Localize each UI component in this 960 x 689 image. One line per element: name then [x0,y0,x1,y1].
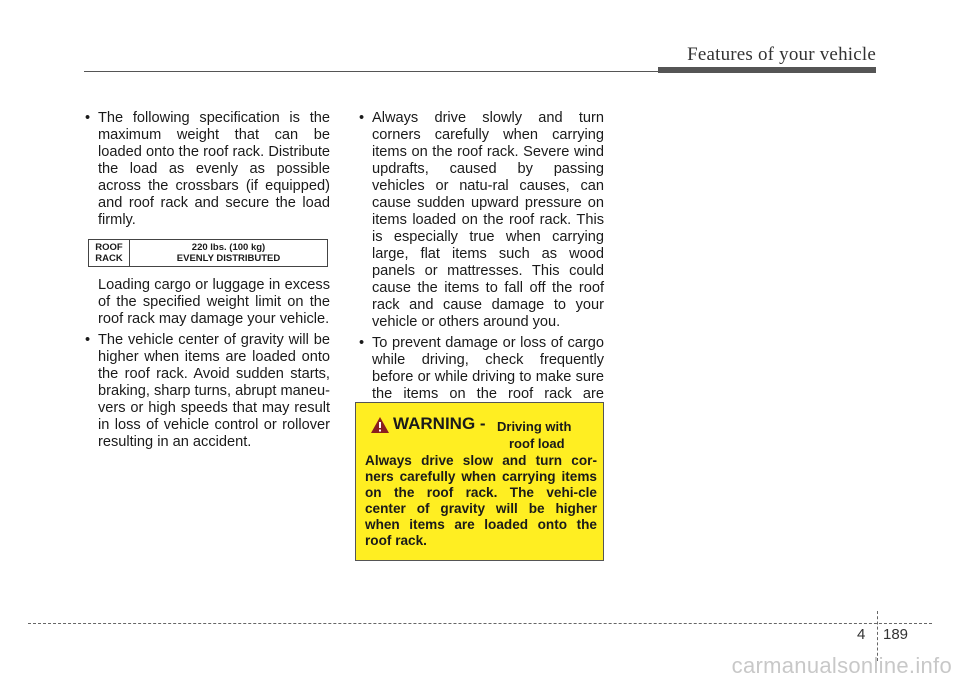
bullet-glyph: • [85,110,91,126]
spec-value-line1: 220 lbs. (100 kg) [191,242,266,253]
bullet-glyph: • [359,335,365,351]
spec-label-cell [89,240,130,267]
spec-label-line1: ROOF [95,242,123,253]
warning-box [355,402,604,561]
roof-rack-spec-table [88,239,328,267]
list-item [80,332,330,451]
warning-topic [497,418,597,452]
warning-triangle-icon [370,416,390,434]
page-number: 189 [883,626,909,643]
footer-rule [28,623,932,624]
warning-label: WARNING - [393,414,486,433]
table-row [89,240,328,267]
bullet-text: Always drive slowly and turn corners carefully when carrying items on the roof rack. Severe wind updrafts, caused by passing vehicles or natu-ral causes, can cause sudden upward pressure on items loaded on the roof rack. This is especially true when carrying large, flat items such as wood panels or mattresses. This could cause the items to fall off the roof rack and cause damage to your vehicle or others around you. [372,110,604,330]
bullet-text: The vehicle center of gravity will be higher when items are loaded onto the roof rack. Avoid sudden starts, braking, sharp turns, abrupt maneu-vers or high speeds that may result in loss of vehicle control or rollover resulting in an accident. [98,332,331,450]
bullet-text: To prevent damage or loss of cargo while driving, check frequently before or while driving to make sure the items on the roof rack are [372,335,604,402]
header-rule-accent [658,67,876,73]
spec-label-line2: RACK [95,253,123,264]
chapter-number: 4 [857,626,866,643]
bullet-glyph: • [359,110,365,126]
bullet-text: The following specification is the maximum weight that can be loaded onto the roof rack. Distribute the load as evenly as possible across the crossbars (if equipped) and roof rack and secure the load firmly. [98,110,330,228]
warning-topic-line1: Driving with [497,419,572,434]
warning-text: Always drive slow and turn cor-ners carefully when carrying items on the roof rack. The vehi-cle center of gravity will be higher when items are loaded onto the roof rack. [365,453,597,548]
list-item [354,110,604,331]
list-item [80,110,330,229]
overload-paragraph: Loading cargo or luggage in excess of the specified weight limit on the roof rack may damage your vehicle. [98,277,330,327]
bullet-glyph: • [85,332,91,348]
watermark-text: carmanualsonline.info [731,653,952,678]
section-title: Features of your vehicle [687,44,876,65]
warning-topic-line2: roof load [509,436,565,451]
spec-value-line2: EVENLY DISTRIBUTED [176,253,281,264]
left-column [80,110,330,455]
spec-value-cell [130,240,328,267]
right-column [354,110,604,424]
